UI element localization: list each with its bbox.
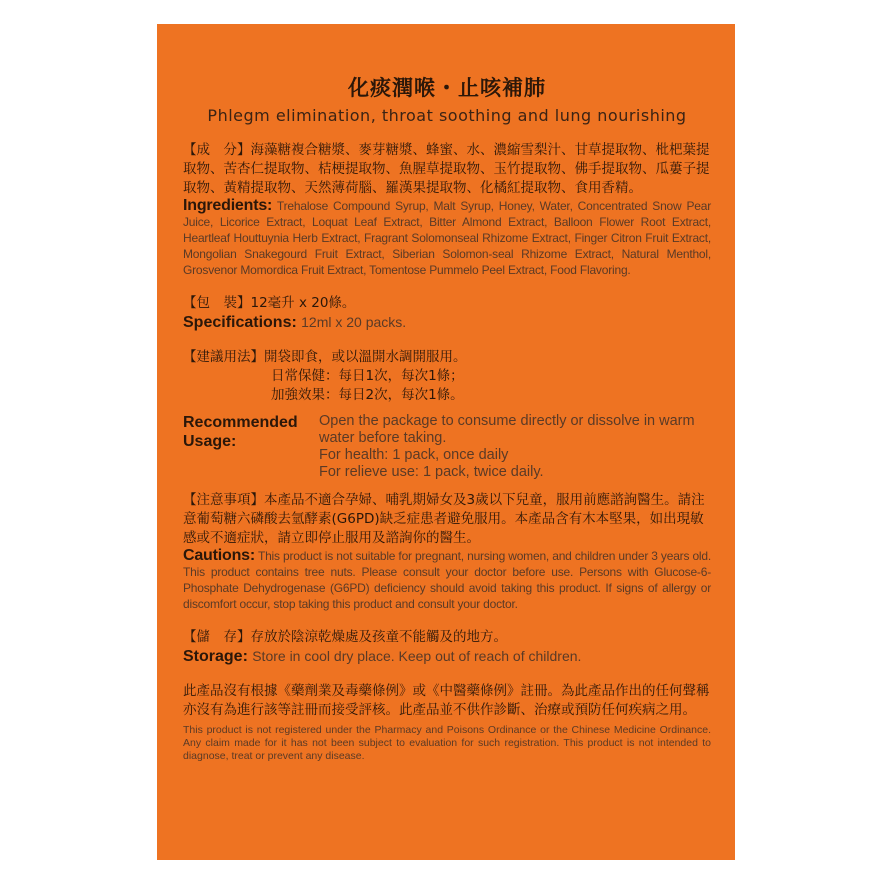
usage-en-text-block (319, 413, 711, 481)
usage-zh-relieve: 加強效果：每日2次，每次1條。 (271, 387, 464, 403)
usage-zh-label: 【建議用法】 (183, 349, 264, 365)
title-english: Phlegm elimination, throat soothing and lung nourishing (207, 106, 687, 125)
specs-zh-label: 【包 裝】 (183, 295, 251, 311)
ingredients-zh-text: 海藻糖複合糖漿、麥芽糖漿、蜂蜜、水、濃縮雪梨汁、甘草提取物、枇杷葉提取物、苦杏仁提取物、桔梗提取物、魚腥草提取物、玉竹提取物、佛手提取物、瓜蔞子提取物、黃精提取物、天然薄荷腦、羅漢果提取物、化橘紅提取物、食用香精。 (183, 142, 710, 196)
ingredients-en-text: Trehalose Compound Syrup, Malt Syrup, Honey, Water, Concentrated Snow Pear Juice, Licorice Extract, Loquat Leaf Extract, Bitter Almond Extract, Balloon Flower Root Extract, Heartleaf Houttuynia Herb Extract, Fragrant Solomonseal Rhizome Extract, Finger Citron Fruit Extract, Mongolian Snakegourd Fruit Extract, Siberian Solomon-seal Rhizome Extract, Natural Menthol, Grosvenor Momordica Fruit Extract, Tomentose Pummelo Peel Extract, Food Flavoring. (183, 199, 711, 277)
disclaimer-zh: 此產品沒有根據《藥劑業及毒藥條例》或《中醫藥條例》註冊。為此產品作出的任何聲稱亦沒有為進行該等註冊而接受評核。此產品並不供作診斷、治療或預防任何疾病之用。 (183, 683, 710, 718)
disclaimer-en: This product is not registered under the Pharmacy and Poisons Ordinance or the Chinese Medicine Ordinance. Any claim made for it has not been subject to evaluation for such registration. This product is not intended to diagnose, treat or prevent any disease. (183, 724, 711, 762)
storage-zh-text: 存放於陰涼乾燥處及孩童不能觸及的地方。 (250, 629, 507, 645)
cautions-en-label: Cautions: (183, 547, 255, 564)
label-panel (157, 24, 735, 860)
storage-zh (183, 628, 711, 647)
usage-zh (183, 348, 711, 367)
usage-en-relieve: For relieve use: 1 pack, twice daily. (319, 464, 544, 480)
usage-en-block (183, 413, 711, 481)
specs-en-text: 12ml x 20 packs. (301, 314, 407, 330)
cautions-zh-text: 本產品不適合孕婦、哺乳期婦女及3歲以下兒童，服用前應諮詢醫生。請注意葡萄糖六磷酸去氫酵素(G6PD)缺乏症患者避免服用。本產品含有木本堅果，如出現敏感或不適症狀，請立即停止服用及諮詢你的醫生。 (183, 492, 705, 546)
cautions-en-text: This product is not suitable for pregnant, nursing women, and children under 3 years old. This product contains tree nuts. Please consult your doctor before use. Persons with Glucose-6-Phosphate Dehydrogenase (G6PD) deficiency should avoid taking this product. If signs of allergy or discomfort occur, stop taking this product and consult your doctor. (183, 549, 712, 611)
storage-en-label: Storage: (183, 648, 248, 665)
storage-zh-label: 【儲 存】 (183, 629, 251, 645)
cautions-en (183, 548, 711, 612)
specs-zh (183, 294, 711, 313)
ingredients-zh-label: 【成 分】 (183, 142, 251, 158)
ingredients-zh (183, 141, 711, 198)
ingredients-en-label: Ingredients: (183, 197, 273, 214)
specs-en-label: Specifications: (183, 314, 297, 331)
cautions-zh-label: 【注意事項】 (183, 492, 264, 508)
ingredients-en (183, 198, 711, 278)
usage-en-label: Recommended Usage: (183, 414, 298, 450)
usage-en-text: Open the package to consume directly or dissolve in warm water before taking. (319, 413, 695, 446)
storage-en (183, 647, 711, 666)
cautions-zh (183, 491, 711, 548)
specs-zh-text: 12毫升 x 20條。 (250, 295, 356, 311)
specs-en (183, 313, 711, 332)
usage-zh-text: 開袋即食，或以溫開水調開服用。 (264, 349, 467, 365)
usage-zh-health: 日常保健：每日1次，每次1條； (271, 368, 464, 384)
usage-en-health: For health: 1 pack, once daily (319, 447, 509, 463)
title-chinese: 化痰潤喉・止咳補肺 (348, 76, 546, 100)
storage-en-text: Store in cool dry place. Keep out of reach of children. (252, 648, 582, 664)
